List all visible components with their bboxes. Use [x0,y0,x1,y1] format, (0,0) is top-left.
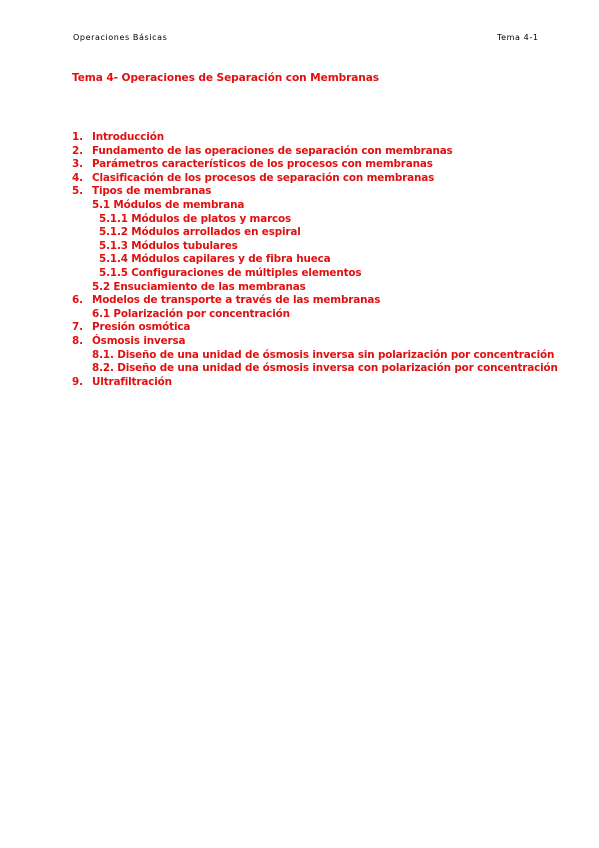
toc-item-number: 7. [72,321,83,334]
toc-item [0,172,599,186]
toc-item-label: 5.1.4 Módulos capilares y de fibra hueca [99,253,331,266]
toc-item [0,199,599,213]
toc-item-number: 3. [72,158,83,171]
toc-item-label: 5.1.1 Módulos de platos y marcos [99,212,292,225]
toc-item [0,308,599,322]
toc-item [0,253,599,267]
toc-item [0,226,599,240]
toc-item-label: Ultrafiltración [92,375,172,388]
toc-item-label: 5.1.2 Módulos arrollados en espiral [99,226,301,239]
toc-item-number: 2. [72,144,83,157]
toc-item-label: Presión osmótica [92,321,191,334]
toc-item-label: 8.1. Diseño de una unidad de ósmosis inversa sin polarización por concentración [92,348,555,361]
toc-item-label: Modelos de transporte a través de las membranas [92,294,381,307]
toc-item-number: 4. [72,171,83,184]
toc-item-label: Introducción [92,131,164,143]
toc-item [0,294,599,308]
toc-item-label: Ósmosis inversa [92,335,186,347]
toc-item [0,213,599,227]
toc-item-label: Tipos de membranas [92,185,212,198]
running-header-right: Tema 4-1 [497,33,539,42]
toc-item [0,335,599,349]
toc-item [0,376,599,390]
toc-item-number: 1. [72,131,83,143]
toc-item-label: 6.1 Polarización por concentración [92,307,290,320]
toc-item [0,185,599,199]
toc-item-label: 5.2 Ensuciamiento de las membranas [92,280,306,293]
toc-item-number: 5. [72,185,83,198]
toc-item [0,240,599,254]
toc-item [0,321,599,335]
running-header-left: Operaciones Básicas [73,33,168,42]
toc-item-label: 5.1.3 Módulos tubulares [99,239,238,252]
toc-item-label: 5.1.5 Configuraciones de múltiples elementos [99,267,362,279]
toc-item [0,267,599,281]
toc-item-number: 6. [72,294,83,307]
toc-item [0,145,599,159]
toc-item [0,349,599,363]
toc-item-number: 8. [72,335,83,347]
document-title: Tema 4- Operaciones de Separación con Membranas [72,72,379,84]
toc-item-label: 5.1 Módulos de membrana [92,199,245,211]
toc-item-number: 9. [72,375,83,388]
toc-item [0,131,599,145]
toc-item-label: Clasificación de los procesos de separación con membranas [92,171,435,184]
toc-item [0,362,599,376]
toc-item-label: Parámetros característicos de los procesos con membranas [92,158,433,171]
toc-item [0,281,599,295]
toc-item-label: Fundamento de las operaciones de separación con membranas [92,144,453,157]
toc-item-label: 8.2. Diseño de una unidad de ósmosis inversa con polarización por concentración [92,362,558,375]
toc-item [0,158,599,172]
